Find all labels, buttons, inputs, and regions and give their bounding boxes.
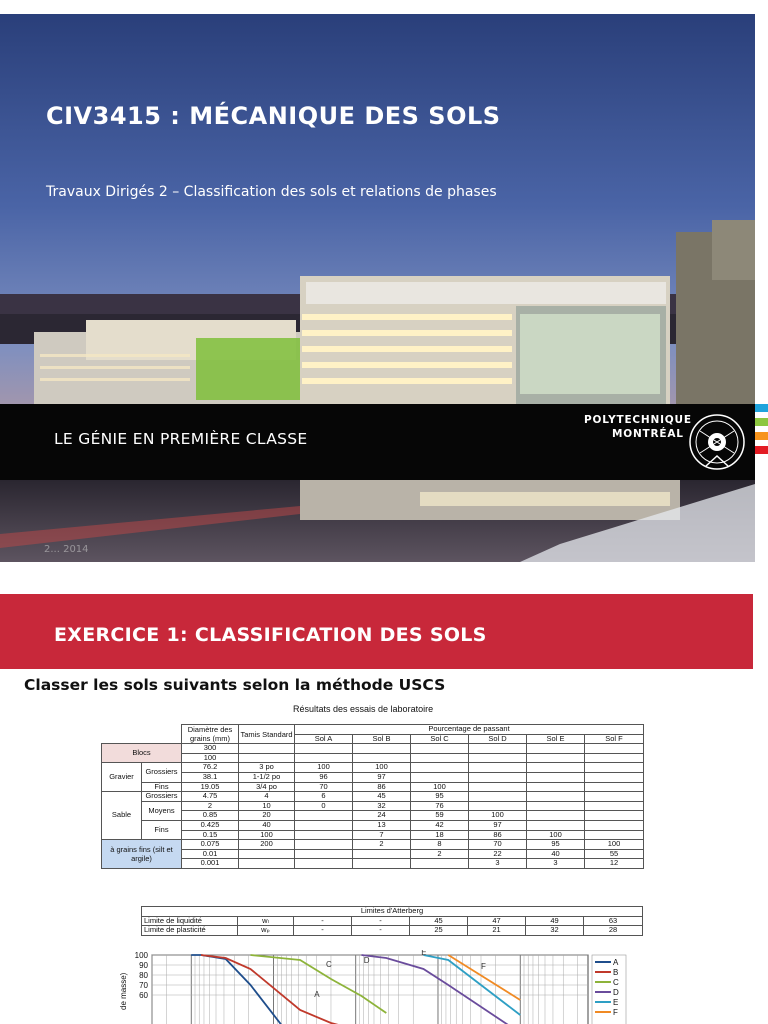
sub-moyens: Moyens [142, 801, 182, 820]
cell-value [527, 763, 585, 773]
cell-value [411, 744, 469, 754]
cell-value [353, 859, 411, 869]
y-tick-label: 80 [139, 971, 148, 980]
cell-value [527, 801, 585, 811]
category-sable: Sable [102, 792, 142, 840]
cell-value [585, 782, 644, 792]
cell-tamis: 40 [239, 820, 295, 830]
cell-value: 3 [527, 859, 585, 869]
cell-value: - [294, 926, 352, 936]
cell-tamis: 10 [239, 801, 295, 811]
table-row [102, 820, 644, 830]
header-tamis: Tamis Standard [239, 725, 295, 744]
cell-value [295, 820, 353, 830]
cell-tamis: 3 po [239, 763, 295, 773]
cell-value [527, 772, 585, 782]
table-row [102, 782, 644, 792]
cell-value: 100 [585, 840, 644, 850]
table-row [102, 792, 644, 802]
exercise-title: EXERCICE 1: CLASSIFICATION DES SOLS [54, 624, 487, 646]
exercise-header [0, 594, 753, 669]
cell-value [295, 849, 353, 859]
cell-value: 96 [295, 772, 353, 782]
brand-color-stripes [755, 404, 768, 460]
cell-value [527, 792, 585, 802]
cell-value: 32 [526, 926, 584, 936]
cell-value: 12 [585, 859, 644, 869]
row-label: Limite de liquidité [142, 916, 238, 926]
cell-value [295, 840, 353, 850]
cell-value: 18 [411, 830, 469, 840]
header-sol: Sol D [469, 734, 527, 744]
cell-value: 0 [295, 801, 353, 811]
tagline: LE GÉNIE EN PREMIÈRE CLASSE [54, 430, 308, 448]
plot-frame [152, 955, 588, 1024]
cell-value: 95 [411, 792, 469, 802]
cell-tamis [239, 753, 295, 763]
cell-value [585, 801, 644, 811]
tagline-band [0, 404, 755, 480]
table-row [102, 763, 644, 773]
cell-value [585, 772, 644, 782]
category-grains-fins: à grains fins (silt et argile) [102, 840, 182, 869]
cell-value [585, 820, 644, 830]
cell-tamis [239, 859, 295, 869]
table-row [142, 926, 643, 936]
cell-value: 24 [353, 811, 411, 821]
cell-diametre: 38.1 [182, 772, 239, 782]
polytechnique-logo-text [584, 413, 692, 441]
cell-value: 100 [469, 811, 527, 821]
header-sol: Sol C [411, 734, 469, 744]
cell-tamis: 100 [239, 830, 295, 840]
cell-value [585, 753, 644, 763]
cell-diametre: 0.15 [182, 830, 239, 840]
title-slide [0, 14, 755, 562]
cell-value [527, 782, 585, 792]
grain-size-chart [108, 950, 628, 1024]
cell-value: 100 [411, 782, 469, 792]
category-gravier: Gravier [102, 763, 142, 792]
legend-box [592, 955, 626, 1024]
cell-value [585, 811, 644, 821]
curve-label-e: E [421, 950, 427, 957]
cell-value [353, 849, 411, 859]
cell-value: 55 [585, 849, 644, 859]
table-title: Résultats des essais de laboratoire [293, 704, 434, 714]
series-line-d [362, 955, 521, 1024]
y-tick-label: 60 [139, 991, 148, 1000]
cell-value [295, 830, 353, 840]
cell-value: 97 [469, 820, 527, 830]
table-row [102, 811, 644, 821]
cell-value: 70 [469, 840, 527, 850]
cell-value [353, 744, 411, 754]
cell-value: 40 [527, 849, 585, 859]
polytechnique-seal-icon [688, 411, 746, 473]
cell-value [585, 792, 644, 802]
stripe-green [755, 418, 768, 426]
stripe-blue [755, 404, 768, 412]
cell-value: - [352, 926, 410, 936]
table-row [102, 830, 644, 840]
table-row [102, 744, 644, 754]
cell-value [411, 859, 469, 869]
photo-date: 2... 2014 [44, 544, 89, 555]
cell-diametre: 2 [182, 801, 239, 811]
table-row [102, 801, 644, 811]
cell-value [411, 753, 469, 763]
cell-tamis [239, 744, 295, 754]
cell-value: 13 [353, 820, 411, 830]
cell-value: 100 [527, 830, 585, 840]
cell-value [469, 763, 527, 773]
row-label: Limite de plasticité [142, 926, 238, 936]
cell-value: - [294, 916, 352, 926]
cell-tamis [239, 849, 295, 859]
header-sol: Sol A [295, 734, 353, 744]
cell-value: 42 [411, 820, 469, 830]
cell-diametre: 4.75 [182, 792, 239, 802]
cell-value: 7 [353, 830, 411, 840]
cell-value: 2 [411, 849, 469, 859]
cell-value [527, 744, 585, 754]
cell-value: 63 [584, 916, 643, 926]
curve-label-c: C [325, 960, 332, 969]
cell-diametre: 100 [182, 753, 239, 763]
cell-diametre: 0.01 [182, 849, 239, 859]
cell-value: 28 [584, 926, 643, 936]
cell-value [527, 753, 585, 763]
cell-value [295, 744, 353, 754]
exercise-slide [0, 594, 768, 1024]
legend-label-b: B [613, 968, 619, 977]
curve-label-d: D [363, 956, 370, 965]
cell-value: 70 [295, 782, 353, 792]
cell-tamis: 20 [239, 811, 295, 821]
cell-value [353, 753, 411, 763]
curve-label-a: A [314, 990, 320, 999]
cell-value: 3 [469, 859, 527, 869]
cell-value [527, 811, 585, 821]
sub-grossiers: Grossiers [142, 792, 182, 802]
stripe-orange [755, 432, 768, 440]
curve-label-f: F [480, 962, 486, 971]
cell-value [585, 830, 644, 840]
row-symbol: wₚ [238, 926, 294, 936]
legend-label-e: E [613, 998, 619, 1007]
table-row [102, 849, 644, 859]
cell-diametre: 0.075 [182, 840, 239, 850]
cell-value [295, 753, 353, 763]
cell-value: 8 [411, 840, 469, 850]
y-axis-label: de masse) [119, 972, 128, 1010]
y-tick-label: 70 [139, 981, 148, 990]
sub-grossiers: Grossiers [142, 763, 182, 782]
cell-value [411, 772, 469, 782]
logo-line-1: POLYTECHNIQUE [584, 414, 692, 426]
sub-fins: Fins [142, 782, 182, 792]
instruction-text: Classer les sols suivants selon la méthode USCS [24, 676, 446, 694]
cell-value: 86 [353, 782, 411, 792]
table-row [102, 753, 644, 763]
cell-value [295, 859, 353, 869]
cell-value: - [352, 916, 410, 926]
table-row [102, 840, 644, 850]
cell-value: 97 [353, 772, 411, 782]
cell-value: 21 [468, 926, 526, 936]
cell-diametre: 0.425 [182, 820, 239, 830]
y-tick-label: 90 [139, 961, 148, 970]
cell-value [585, 763, 644, 773]
cell-diametre: 0.001 [182, 859, 239, 869]
cell-value [295, 811, 353, 821]
cell-value [469, 753, 527, 763]
table-row [102, 772, 644, 782]
cell-value: 6 [295, 792, 353, 802]
cell-value: 2 [353, 840, 411, 850]
cell-tamis: 200 [239, 840, 295, 850]
cell-tamis: 3/4 po [239, 782, 295, 792]
cell-value [469, 772, 527, 782]
legend-label-a: A [613, 958, 619, 967]
course-subtitle: Travaux Dirigés 2 – Classification des sols et relations de phases [46, 184, 497, 200]
cell-value [469, 744, 527, 754]
cell-value: 45 [410, 916, 468, 926]
cell-value: 47 [468, 916, 526, 926]
sub-fins: Fins [142, 820, 182, 839]
table-row [102, 859, 644, 869]
cell-tamis: 1-1/2 po [239, 772, 295, 782]
category-blocs: Blocs [102, 744, 182, 763]
legend-label-d: D [613, 988, 619, 997]
cell-value [585, 744, 644, 754]
cell-diametre: 19.05 [182, 782, 239, 792]
row-symbol: wₗ [238, 916, 294, 926]
cell-value: 22 [469, 849, 527, 859]
legend-label-f: F [613, 1008, 618, 1017]
header-sol: Sol E [527, 734, 585, 744]
cell-value [469, 792, 527, 802]
cell-tamis: 4 [239, 792, 295, 802]
cell-value: 95 [527, 840, 585, 850]
cell-value: 76 [411, 801, 469, 811]
logo-line-2: MONTRÉAL [612, 428, 684, 440]
stripe-red [755, 446, 768, 454]
header-sol: Sol B [353, 734, 411, 744]
table-row [142, 916, 643, 926]
cell-diametre: 0.85 [182, 811, 239, 821]
cell-value: 49 [526, 916, 584, 926]
legend-label-c: C [613, 978, 619, 987]
atterberg-table [141, 906, 643, 936]
cell-value: 100 [295, 763, 353, 773]
cell-value: 25 [410, 926, 468, 936]
cell-value: 32 [353, 801, 411, 811]
header-diametre: Diamètre des grains (mm) [182, 725, 239, 744]
lab-results-table [101, 724, 644, 869]
cell-value: 45 [353, 792, 411, 802]
atterberg-title: Limites d'Atterberg [142, 907, 643, 917]
cell-value: 59 [411, 811, 469, 821]
cell-value: 86 [469, 830, 527, 840]
course-title: CIV3415 : MÉCANIQUE DES SOLS [46, 102, 501, 130]
header-pourcentage: Pourcentage de passant [295, 725, 644, 735]
cell-value [469, 782, 527, 792]
cell-diametre: 300 [182, 744, 239, 754]
cell-value [411, 763, 469, 773]
cell-value [469, 801, 527, 811]
cell-value: 100 [353, 763, 411, 773]
cell-value [527, 820, 585, 830]
cell-diametre: 76.2 [182, 763, 239, 773]
header-sol: Sol F [585, 734, 644, 744]
y-tick-label: 100 [134, 951, 148, 960]
